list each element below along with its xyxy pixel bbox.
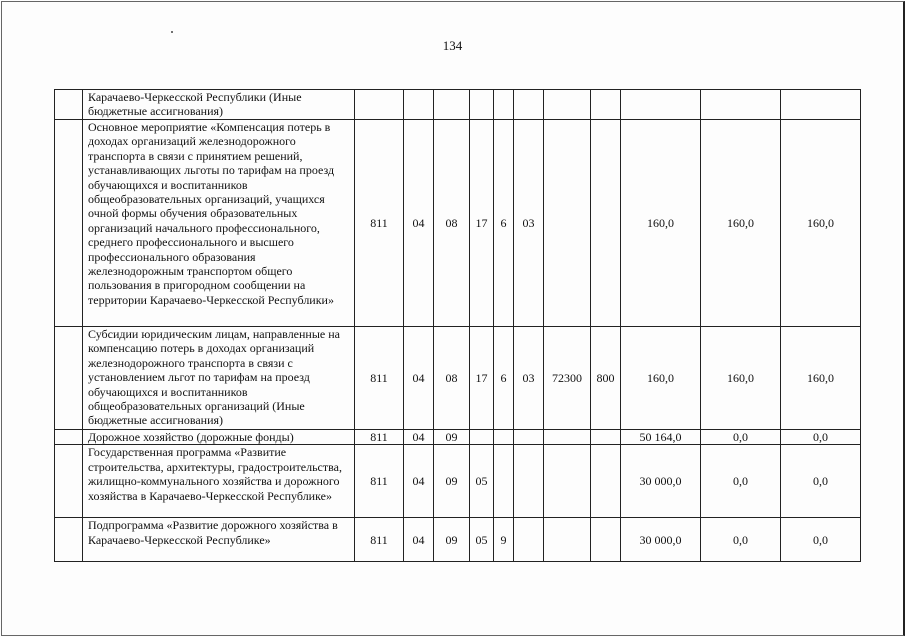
expense-type-code: 800 xyxy=(591,327,621,430)
amount-year-2: 0,0 xyxy=(701,518,781,562)
direction-code xyxy=(544,430,591,445)
ministry-code xyxy=(355,90,404,120)
item-name: Основное мероприятие «Компенсация потерь в доходах организаций железнодорожного транспорта в связи с принятием решений, устанавливающих льготы по тарифам на проезд обучающихся и воспитанников общеобразовательных организаций, учащихся очной формы обучения образовательных организаций начального профессионального, среднего профессионального и высшего профессионального образования железнодорожным транспортом общего пользования в пригородном сообщении на территории Карачаево-Черкесской Республики» xyxy=(83,120,355,327)
table-row xyxy=(55,90,861,120)
item-name: Субсидии юридическим лицам, направленные на компенсацию потерь в доходах организаций железнодорожного транспорта в связи с установлением льгот по тарифам на проезд обучающихся и воспитанников общеобразовательных организаций (Иные бюджетные ассигнования) xyxy=(83,327,355,430)
subsection-code: 09 xyxy=(434,518,470,562)
ministry-code: 811 xyxy=(355,518,404,562)
table-row xyxy=(55,120,861,327)
direction-code xyxy=(544,90,591,120)
subprogram-code xyxy=(494,90,514,120)
program-code: 17 xyxy=(470,120,494,327)
row-number-cell xyxy=(55,430,83,445)
program-code: 17 xyxy=(470,327,494,430)
amount-year-1 xyxy=(621,90,701,120)
amount-year-3: 0,0 xyxy=(781,445,861,518)
amount-year-2: 0,0 xyxy=(701,430,781,445)
amount-year-1: 50 164,0 xyxy=(621,430,701,445)
expense-type-code xyxy=(591,90,621,120)
section-code: 04 xyxy=(404,327,434,430)
row-number-cell xyxy=(55,327,83,430)
amount-year-1: 160,0 xyxy=(621,327,701,430)
program-code: 05 xyxy=(470,445,494,518)
item-name: Дорожное хозяйство (дорожные фонды) xyxy=(83,430,355,445)
amount-year-3: 160,0 xyxy=(781,327,861,430)
subsection-code: 08 xyxy=(434,327,470,430)
subprogram-code xyxy=(494,445,514,518)
amount-year-1: 30 000,0 xyxy=(621,445,701,518)
event-code: 03 xyxy=(514,327,544,430)
subprogram-code xyxy=(494,430,514,445)
section-code xyxy=(404,90,434,120)
ministry-code: 811 xyxy=(355,445,404,518)
subsection-code: 09 xyxy=(434,445,470,518)
amount-year-3: 0,0 xyxy=(781,518,861,562)
table-row xyxy=(55,518,861,562)
section-code: 04 xyxy=(404,430,434,445)
event-code xyxy=(514,518,544,562)
expense-type-code xyxy=(591,445,621,518)
row-number-cell xyxy=(55,120,83,327)
amount-year-2: 0,0 xyxy=(701,445,781,518)
event-code xyxy=(514,445,544,518)
subsection-code xyxy=(434,90,470,120)
direction-code xyxy=(544,518,591,562)
expense-type-code xyxy=(591,430,621,445)
amount-year-2: 160,0 xyxy=(701,120,781,327)
amount-year-1: 30 000,0 xyxy=(621,518,701,562)
item-name: Подпрограмма «Развитие дорожного хозяйства в Карачаево-Черкесской Республике» xyxy=(83,518,355,562)
scan-speck xyxy=(171,31,173,33)
row-number-cell xyxy=(55,90,83,120)
expense-type-code xyxy=(591,518,621,562)
subsection-code: 09 xyxy=(434,430,470,445)
direction-code xyxy=(544,120,591,327)
table-row xyxy=(55,430,861,445)
item-name: Государственная программа «Развитие строительства, архитектуры, градостроительства, жилищно-коммунального хозяйства и дорожного хозяйства в Карачаево-Черкесской Республике» xyxy=(83,445,355,518)
budget-table xyxy=(54,89,861,562)
amount-year-1: 160,0 xyxy=(621,120,701,327)
amount-year-3: 0,0 xyxy=(781,430,861,445)
expense-type-code xyxy=(591,120,621,327)
section-code: 04 xyxy=(404,445,434,518)
row-number-cell xyxy=(55,518,83,562)
item-name: Карачаево-Черкесской Республики (Иные бюджетные ассигнования) xyxy=(83,90,355,120)
table-row xyxy=(55,327,861,430)
subsection-code: 08 xyxy=(434,120,470,327)
event-code xyxy=(514,90,544,120)
page-number: 134 xyxy=(442,38,463,53)
direction-code xyxy=(544,445,591,518)
direction-code: 72300 xyxy=(544,327,591,430)
row-number-cell xyxy=(55,445,83,518)
ministry-code: 811 xyxy=(355,430,404,445)
amount-year-2 xyxy=(701,90,781,120)
amount-year-3: 160,0 xyxy=(781,120,861,327)
subprogram-code: 9 xyxy=(494,518,514,562)
ministry-code: 811 xyxy=(355,120,404,327)
table-row xyxy=(55,445,861,518)
amount-year-3 xyxy=(781,90,861,120)
section-code: 04 xyxy=(404,120,434,327)
event-code xyxy=(514,430,544,445)
program-code xyxy=(470,90,494,120)
subprogram-code: 6 xyxy=(494,120,514,327)
program-code: 05 xyxy=(470,518,494,562)
ministry-code: 811 xyxy=(355,327,404,430)
section-code: 04 xyxy=(404,518,434,562)
program-code xyxy=(470,430,494,445)
subprogram-code: 6 xyxy=(494,327,514,430)
amount-year-2: 160,0 xyxy=(701,327,781,430)
event-code: 03 xyxy=(514,120,544,327)
